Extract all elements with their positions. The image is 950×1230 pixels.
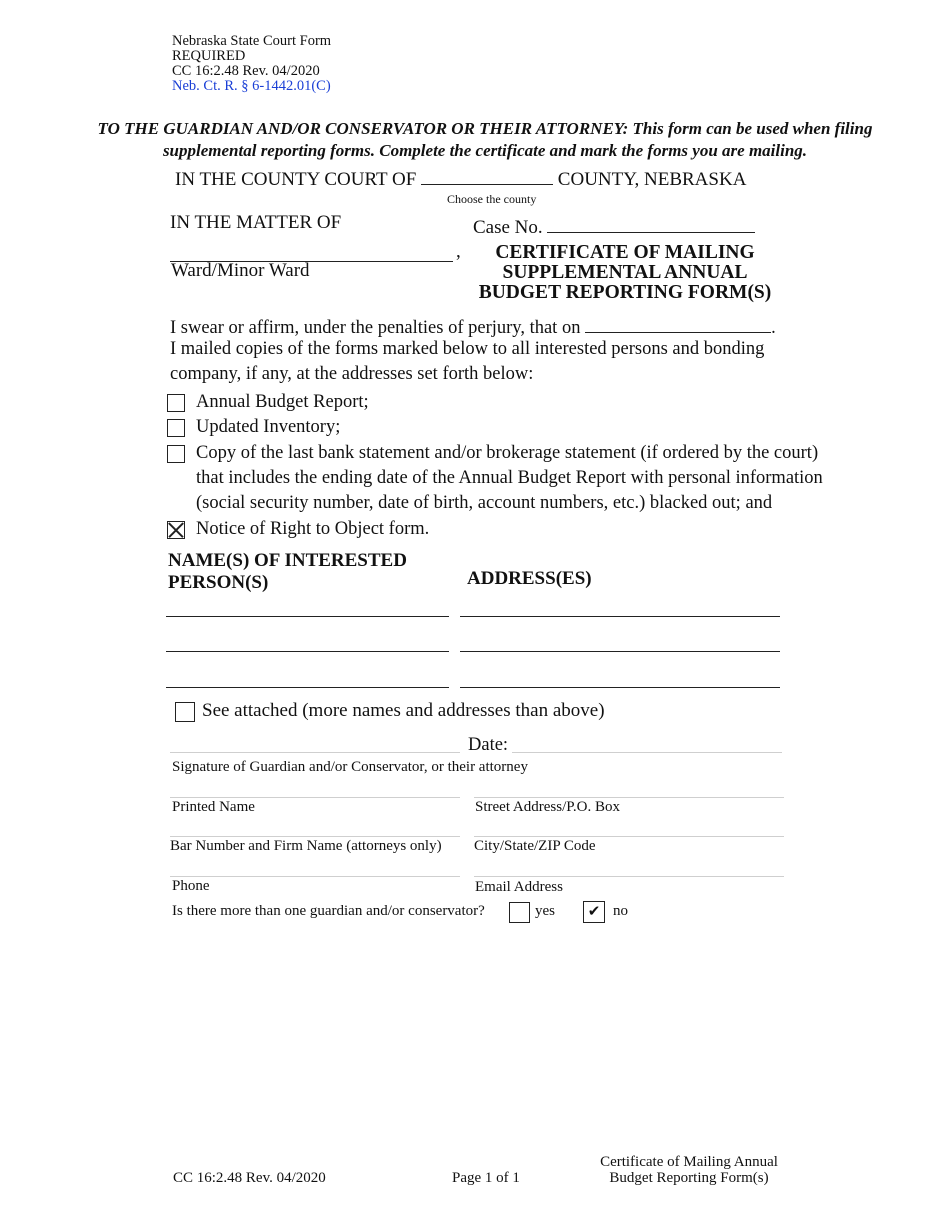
multi-guardian-no-checkbox[interactable]: ✔	[583, 901, 605, 923]
address-field-2[interactable]	[460, 651, 780, 652]
statement-line-1	[170, 314, 776, 339]
street-address-label: Street Address/P.O. Box	[475, 799, 621, 815]
matter-label: IN THE MATTER OF	[170, 212, 342, 233]
footer-form-title	[580, 1154, 798, 1186]
printed-name-field[interactable]	[170, 797, 460, 798]
bank-statement-checkbox[interactable]	[167, 445, 185, 463]
court-prefix: IN THE COUNTY COURT OF	[175, 169, 417, 190]
footer-title-line-1: Certificate of Mailing Annual	[600, 1154, 778, 1170]
annual-budget-label: Annual Budget Report;	[196, 392, 369, 412]
title-line-1: CERTIFICATE OF MAILING	[495, 242, 755, 263]
bank-statement-label: Copy of the last bank statement and/or brokerage statement (if ordered by the court)	[196, 443, 819, 463]
statement-period: .	[771, 318, 776, 338]
footer-title-line-2: Budget Reporting Form(s)	[609, 1170, 769, 1186]
bar-number-field[interactable]	[170, 836, 460, 837]
instructions: TO THE GUARDIAN AND/OR CONSERVATOR OR THEIR ATTORNEY: This form can be used when filing supplemental reporting forms. Complete the certificate and mark the forms you are mailing.	[97, 119, 873, 160]
header-line-1: Nebraska State Court Form	[172, 33, 332, 49]
ward-label: Ward/Minor Ward	[171, 260, 310, 281]
footer-form-number: CC 16:2.48 Rev. 04/2020	[173, 1170, 326, 1186]
signature-label: Signature of Guardian and/or Conservator, or their attorney	[172, 759, 528, 775]
email-field[interactable]	[474, 876, 784, 877]
county-field[interactable]	[421, 166, 553, 185]
statement-line-3: company, if any, at the addresses set forth below:	[170, 364, 534, 384]
names-heading-line-1: NAME(S) OF INTERESTED	[168, 550, 407, 571]
bank-statement-cont-1: that includes the ending date of the Annual Budget Report with personal information	[196, 468, 823, 488]
court-line	[175, 166, 746, 191]
address-column-heading: ADDRESS(ES)	[467, 568, 592, 589]
updated-inventory-label: Updated Inventory;	[196, 417, 341, 437]
multi-guardian-no-label: no	[613, 903, 628, 919]
address-field-1[interactable]	[460, 616, 780, 617]
statement-text-1: I swear or affirm, under the penalties of perjury, that on	[170, 318, 581, 338]
signature-date-field[interactable]	[512, 752, 782, 753]
phone-field[interactable]	[170, 876, 460, 877]
ward-comma: ,	[456, 241, 461, 262]
signature-field[interactable]	[170, 752, 460, 753]
bank-statement-cont-2: (social security number, date of birth, account numbers, etc.) blacked out; and	[196, 493, 773, 513]
see-attached-checkbox[interactable]	[175, 702, 195, 722]
multi-guardian-yes-label: yes	[535, 903, 555, 919]
notice-of-right-checkbox[interactable]	[167, 521, 185, 539]
county-hint: Choose the county	[447, 192, 537, 206]
court-suffix: COUNTY, NEBRASKA	[557, 169, 747, 190]
title-line-3: BUDGET REPORTING FORM(S)	[478, 282, 772, 303]
court-rule-link[interactable]: Neb. Ct. R. § 6-1442.01(C)	[172, 78, 331, 94]
footer-page-number: Page 1 of 1	[452, 1170, 520, 1186]
printed-name-label: Printed Name	[172, 799, 255, 815]
city-state-zip-label: City/State/ZIP Code	[474, 838, 596, 854]
name-field-3[interactable]	[166, 687, 449, 688]
see-attached-label: See attached (more names and addresses than above)	[202, 700, 605, 721]
header-line-3: CC 16:2.48 Rev. 04/2020	[172, 63, 320, 79]
multi-guardian-yes-checkbox[interactable]	[509, 902, 530, 923]
document-title	[470, 243, 780, 303]
date-label: Date:	[468, 735, 509, 755]
form-header	[172, 34, 331, 94]
city-state-zip-field[interactable]	[474, 836, 784, 837]
case-number-field[interactable]	[547, 214, 755, 233]
annual-budget-checkbox[interactable]	[167, 394, 185, 412]
phone-label: Phone	[172, 878, 210, 894]
street-address-field[interactable]	[474, 797, 784, 798]
name-field-1[interactable]	[166, 616, 449, 617]
statement-line-2: I mailed copies of the forms marked below to all interested persons and bonding	[170, 339, 765, 359]
address-field-3[interactable]	[460, 687, 780, 688]
notice-of-right-label: Notice of Right to Object form.	[196, 519, 430, 539]
mailing-date-field[interactable]	[585, 314, 771, 333]
updated-inventory-checkbox[interactable]	[167, 419, 185, 437]
title-line-2: SUPPLEMENTAL ANNUAL	[502, 262, 748, 283]
names-heading-line-2: PERSON(S)	[168, 572, 269, 593]
name-field-2[interactable]	[166, 651, 449, 652]
header-line-2: REQUIRED	[172, 48, 246, 64]
bar-number-label: Bar Number and Firm Name (attorneys only)	[170, 838, 442, 854]
case-number-line	[473, 214, 755, 239]
multi-guardian-question: Is there more than one guardian and/or conservator?	[172, 903, 485, 919]
case-label: Case No.	[473, 217, 543, 238]
email-label: Email Address	[475, 879, 563, 895]
names-column-heading	[168, 550, 407, 594]
